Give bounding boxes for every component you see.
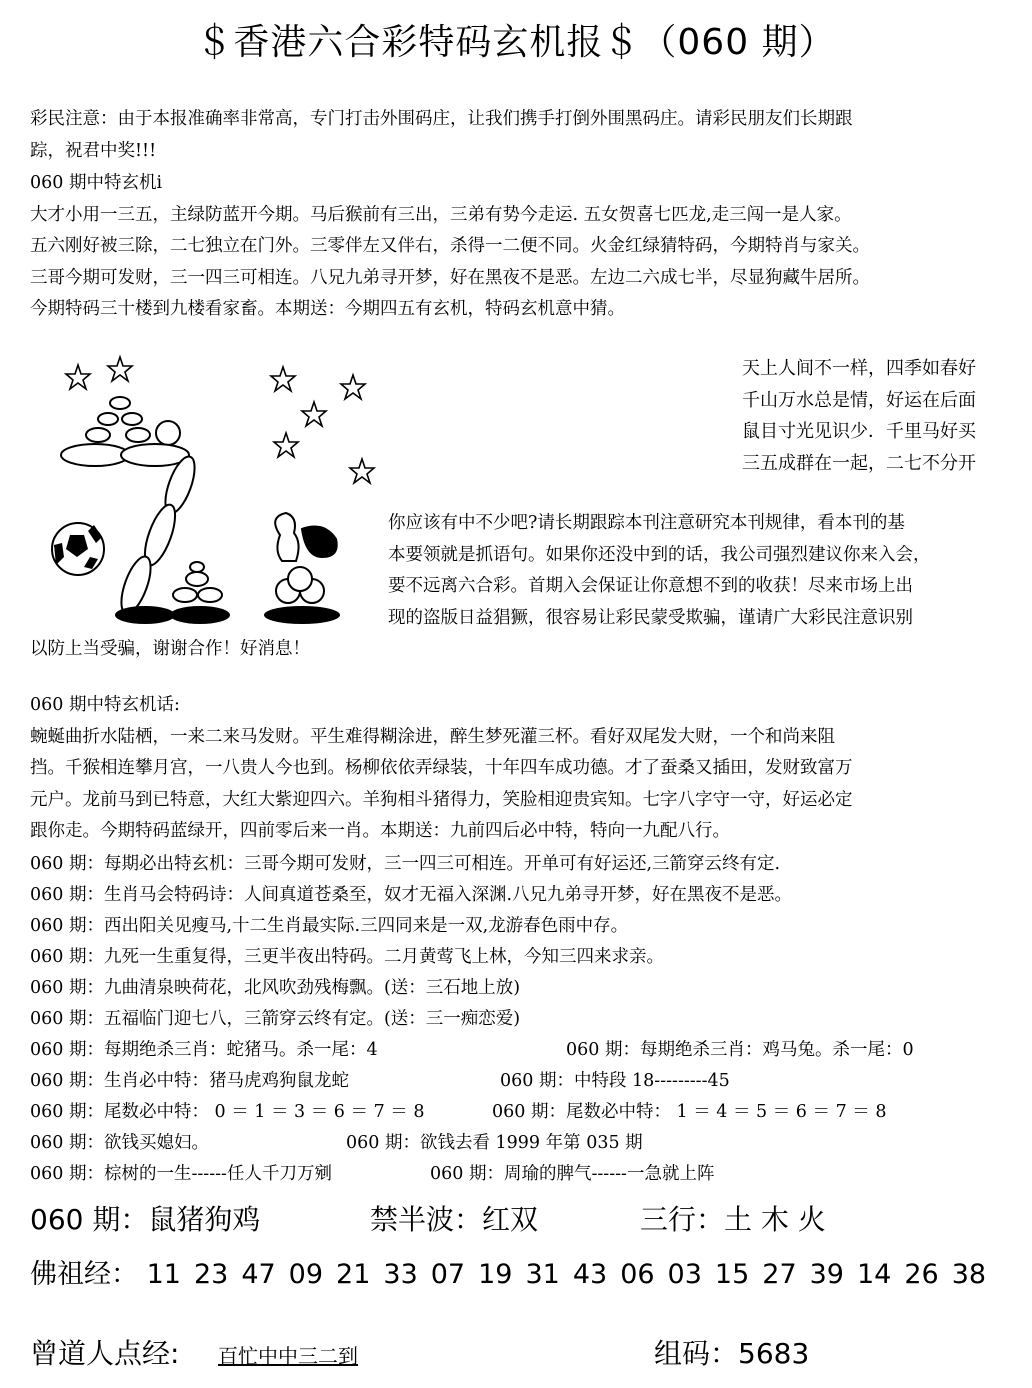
foziju-number: 26 (904, 1259, 939, 1290)
ingot-icon (86, 397, 180, 445)
tip-row: 060 期：尾数必中特： 0 ＝ 1 ＝ 3 ＝ 6 ＝ 7 ＝ 8 (30, 1102, 425, 1122)
poem-line: 千山万水总是情，好运在后面 (742, 389, 976, 411)
section-heading: 060 期中特玄机话: (30, 695, 180, 715)
foziju-label: 佛祖经： (30, 1259, 138, 1290)
foziju-number: 47 (241, 1259, 276, 1290)
foziju-number: 03 (667, 1259, 702, 1290)
verse-line: 今期特码三十楼到九楼看家畜。本期送：今期四五有玄机，特码玄机意中猜。 (30, 299, 625, 319)
verse-line: 跟你走。今期特码蓝绿开，四前零后来一肖。本期送：九前四后必中特，特向一九配八行。 (30, 821, 730, 841)
tip-row: 060 期：生肖马会特码诗：人间真道苍桑至，奴才无福入深渊.八兄九弟寻开梦，好在黑夜不是恶。 (30, 885, 793, 905)
section-one (30, 168, 1018, 326)
verse-line: 五六刚好被三除，二七独立在门外。三零伴左又伴右，杀得一二便不同。火金红绿猜特码，今期特肖与家关。 (30, 236, 870, 256)
foziju-number: 39 (809, 1259, 844, 1290)
foziju-row (30, 1252, 986, 1291)
advert-line: 你应该有中不少吧?请长期跟踪本刊注意研究本刊规律，看本刊的基 (388, 513, 905, 533)
section-two (30, 690, 1018, 848)
tip-row-right: 060 期：中特段 18---------45 (500, 1071, 730, 1091)
verse-line: 元户。龙前马到已特意，大红大紫迎四六。羊狗相斗猪得力，笑脸相迎贵宾知。七字八字守一守，好运必定 (30, 789, 853, 810)
advert-line: 要不远离六合彩。首期入会保证让你意想不到的收获！尽来市场上出 (388, 576, 913, 596)
notice-line: 彩民注意：由于本报准确率非常高，专门打击外围码庄，让我们携手打倒外围黑码庄。请彩民朋友们长期跟 (30, 109, 853, 129)
tip-row: 060 期：西出阳关见瘦马,十二生肖最实际.三四同来是一双,龙游春色雨中存。 (30, 916, 629, 936)
advert-line: 现的盗版日益猖獗，很容易让彩民蒙受欺骗，谨请广大彩民注意识别 (388, 607, 913, 628)
foziju-number: 09 (288, 1259, 324, 1290)
poem-line: 三五成群在一起，二七不分开 (742, 452, 976, 474)
elements-summary: 三行：土 木 火 (640, 1203, 826, 1236)
tip-row-right: 060 期：尾数必中特： 1 ＝ 4 ＝ 5 ＝ 6 ＝ 7 ＝ 8 (492, 1102, 887, 1122)
verse-line: 三哥今期可发财，三一四三可相连。八兄九弟寻开梦，好在黑夜不是恶。左边二六成七半，尽显狗藏牛居所。 (30, 267, 870, 288)
tip-row: 060 期：九曲清泉映荷花，北风吹劲残梅飘。(送：三石地上放) (30, 978, 521, 998)
poem (742, 353, 976, 479)
foziju-number: 43 (572, 1259, 608, 1290)
tip-row-right: 060 期：欲钱去看 1999 年第 035 期 (346, 1133, 643, 1153)
football-icon (52, 523, 104, 575)
verse-line: 挡。千猴相连攀月宫，一八贵人今也到。杨柳依依弄绿装，十年四车成功德。才了蚕桑又插田，发财致富万 (30, 758, 853, 778)
tip-row: 060 期：棕树的一生------任人千刀万剜 (30, 1164, 332, 1184)
foziju-number: 07 (430, 1259, 466, 1290)
foziju-number: 14 (856, 1259, 892, 1290)
ingot-stack-icon (173, 562, 222, 602)
footer-label: 曾道人点经: (30, 1337, 180, 1370)
foziju-number: 27 (762, 1259, 797, 1290)
tip-row: 060 期：每期必出特玄机：三哥今期可发财，三一四三可相连。开单可有好运还,三箭穿云终有定. (30, 854, 781, 874)
foziju-number: 11 (146, 1259, 181, 1290)
zodiac-summary: 060 期：鼠猪狗鸡 (30, 1203, 261, 1236)
foziju-number: 19 (478, 1259, 513, 1290)
foziju-number: 38 (951, 1259, 987, 1290)
tip-row: 060 期：每期绝杀三肖：蛇猪马。杀一尾：4 (30, 1040, 378, 1060)
advert-end: 以防上当受骗，谢谢合作！好消息！ (30, 639, 310, 659)
tip-row: 060 期：欲钱买媳妇。 (30, 1133, 209, 1153)
foziju-number: 15 (714, 1259, 750, 1290)
notice-line: 踪，祝君中奖!!! (30, 140, 157, 161)
tip-row: 060 期：九死一生重复得，三更半夜出特码。二月黄莺飞上林，今知三四来求亲。 (30, 947, 664, 967)
code-label: 组码： (654, 1337, 739, 1370)
advert-line: 本要领就是抓语句。如果你还没中到的话，我公司强烈建议你来入会， (388, 544, 931, 565)
base-disc (115, 606, 340, 624)
tip-row-right: 060 期：每期绝杀三肖：鸡马兔。杀一尾：0 (566, 1040, 914, 1060)
tip-row: 060 期：五福临门迎七八，三箭穿云终有定。(送：三一痴恋爱) (30, 1009, 521, 1029)
foziju-number: 23 (193, 1259, 229, 1290)
advert-paragraph (388, 508, 1022, 634)
code-row (654, 1332, 809, 1372)
foziju-number: 31 (525, 1259, 560, 1290)
notice (30, 104, 1018, 167)
verse-line: 大才小用一三五，主绿防蓝开今期。马后猴前有三出，三弟有势今走运. 五女贺喜七匹龙,走三闯一是人家。 (30, 204, 852, 225)
foziju-number: 21 (336, 1259, 371, 1290)
dog-figure (275, 513, 337, 603)
section-heading: 060 期中特玄机i (30, 173, 163, 193)
tip-row-right: 060 期：周瑜的脾气------一急就上阵 (430, 1164, 715, 1184)
illustration (40, 345, 380, 645)
verse-line: 蜿蜒曲折水陆栖，一来二来马发财。平生难得糊涂进，醉生梦死灌三杯。看好双尾发大财，一个和尚来阻 (30, 726, 835, 747)
ban-summary: 禁半波：红双 (370, 1203, 539, 1236)
foziju-number: 33 (383, 1259, 418, 1290)
foziju-numbers (147, 1259, 986, 1290)
code-value: 5683 (738, 1337, 810, 1370)
page-title: ＄香港六合彩特码玄机报＄（060 期） (196, 22, 836, 63)
poem-line: 鼠目寸光见识少．千里马好买 (742, 421, 976, 442)
foziju-number: 06 (620, 1259, 655, 1290)
footer-hint: 百忙中中三二到 (218, 1344, 358, 1368)
poem-line: 天上人间不一样，四季如春好 (742, 358, 976, 379)
tip-row: 060 期：生肖必中特：猪马虎鸡狗鼠龙蛇 (30, 1071, 349, 1091)
